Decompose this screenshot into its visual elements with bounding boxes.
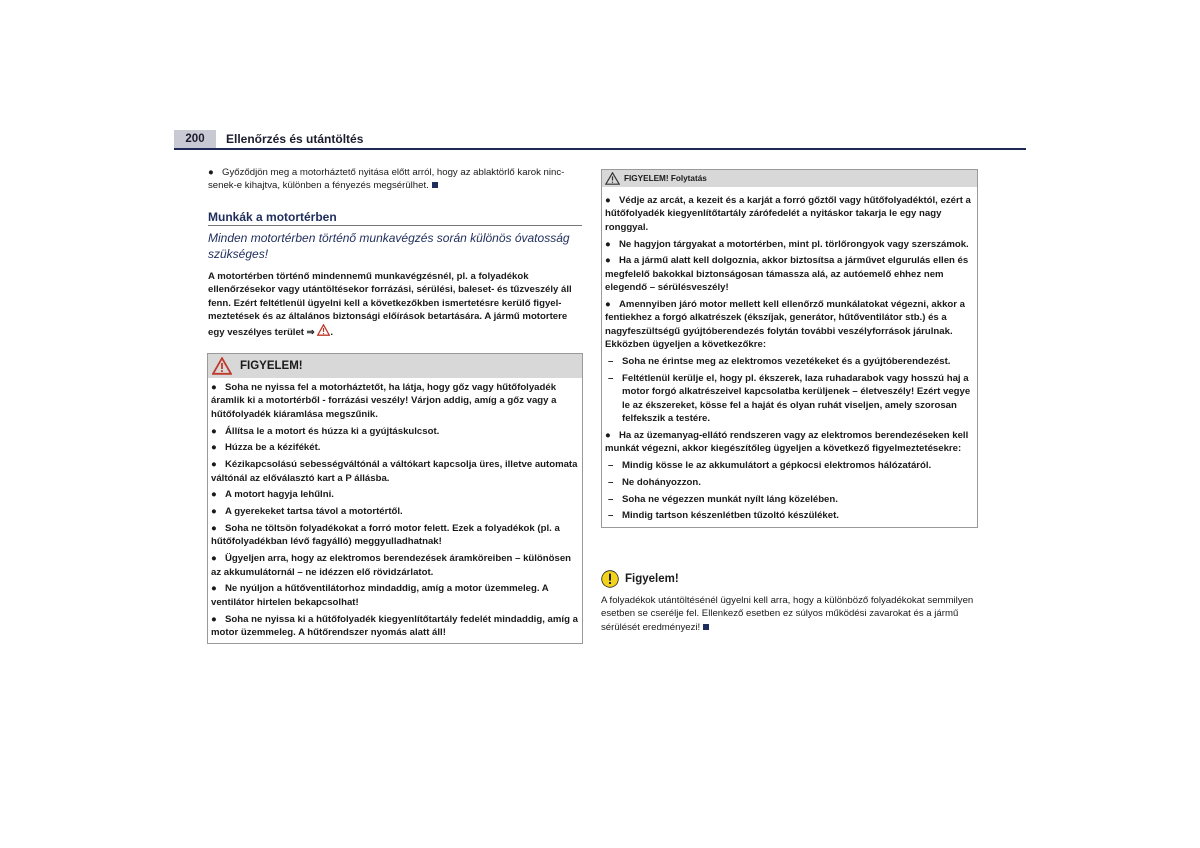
page-header-title: Ellenőrzés és utántöltés [226,132,364,146]
end-square-icon [432,182,438,188]
section-rule [208,225,582,226]
warning-box [207,353,583,644]
warning-item: ● Soha ne nyissa fel a motorháztetőt, ha látja, hogy gőz vagy hűtőfolyadék áramlik ki a motortérből - forrázási veszély! Várjon addig, amíg a gőz vagy a hűtőfolyadék kiáramlása megszűnik. [211,382,557,420]
warning-item: ● Kézikapcsolású sebességváltónál a váltókart kapcsolja üres, illetve automata váltónál az előválasztó kart a P állásba. [211,459,578,484]
warning-continued-title: FIGYELEM! Folytatás [624,174,707,183]
warning-subitem: – Feltétlenül kerülje el, hogy pl. ékszerek, laza ruhadarabok vagy hosszú haj a motor forgó alkatrészeivel kapcsolatba kerüljenek – életveszély! Ezért vegye le az ékszereket, kösse fel a haját és olyan ruhát viseljen, amely szorosan felfekszik a testére. [608,372,971,425]
caution-header [601,570,976,588]
bullet-icon: ● [211,382,217,393]
bullet-icon: ● [208,167,214,178]
dash-icon: – [608,510,614,522]
section-body-text: A motortérben történő mindennemű munkavégzésnél, pl. a folyadékok ellenőrzésekor vagy utántöltésekor forrázási, sérülési, baleset- és tűzveszély áll fenn. Ezért feltétlenül ügyelni kell a következőkben ismertetésre kerülő figyelmeztetések és az általános biztonsági előírások betartására. A jármű motortere egy veszélyes terület [208,271,572,338]
section-heading: Munkák a motortérben [208,210,337,224]
warning-item: ● Soha ne nyissa ki a hűtőfolyadék kiegyenlítőtartály fedelét mindaddig, amíg a motor üzemmeleg. A hűtőrendszer nyomás alatt áll! [211,613,578,639]
end-square-icon [703,624,709,630]
bullet-icon: ● [211,583,217,595]
warning-subitem: – Soha ne végezzen munkát nyílt láng közelében. [608,493,838,505]
bullet-icon: ● [605,195,611,206]
caution-body [601,594,976,634]
warning-triangle-icon [212,357,232,375]
page-number: 200 [174,130,216,148]
bullet-icon: ● [605,238,611,250]
bullet-icon: ● [211,506,217,518]
bullet-icon: ● [211,442,217,454]
warning-continued-body [602,187,977,527]
dash-icon: – [608,356,614,368]
warning-item: ● Soha ne töltsön folyadékokat a forró motor felett. Ezek a folyadékok (pl. a hűtőfolyadékban lévő fagyálló) meggyulladhatnak! [211,523,560,548]
bullet-icon: ● [211,489,217,501]
warning-item: ● Ne hagyjon tárgyakat a motortérben, mint pl. törlőrongyok vagy szerszámok. [605,238,969,250]
caution-note [601,570,976,634]
bullet-icon: ● [211,553,217,565]
warning-item: ● Ha az üzemanyag-ellátó rendszeren vagy az elektromos berendezéseken kell munkát végezni, akkor kiegészítőleg ügyeljen a következő figyelmeztetésekre: [605,429,969,455]
warning-subitem: – Mindig tartson készenlétben tűzoltó készüléket. [608,510,839,522]
bullet-icon: ● [605,299,611,311]
header-rule [174,148,1026,150]
caution-exclamation-icon [601,570,619,588]
dash-icon: – [608,493,614,505]
bullet-icon: ● [605,429,611,441]
bullet-icon: ● [211,613,217,625]
dash-icon: – [608,460,614,472]
warning-box-title: FIGYELEM! [240,360,303,372]
reference-arrow: ⇒ [306,326,315,338]
bullet-icon: ● [211,425,217,437]
section-body: A motortérben történő mindennemű munkavégzésnél, pl. a folyadékok ellenőrzésekor vagy utántöltésekor forrázási, sérülési, baleset- és tűzveszély áll fenn. Ezért feltétlenül ügyelni kell a következőkben ismertetésre kerülő figyelmeztetések és az általános biztonsági előírások betartására. A jármű motortere egy veszélyes terület ⇒ . [208,271,572,338]
bullet-icon: ● [211,523,217,534]
warning-item: ● Ha a jármű alatt kell dolgoznia, akkor biztosítsa a járművet elgurulás ellen és megfelelő bakokkal biztonságosan támassza alá, az autóemelő ehhez nem elegendő – sérülésveszély! [605,255,969,294]
warning-item: ● Védje az arcát, a kezeit és a karját a forró gőztől vagy hűtőfolyadéktól, ezért a hűtőfolyadék kiegyenlítőtartály zárófedelét a nyitáskor takarja le egy nagy ronggyal. [605,195,971,233]
warning-ref-icon[interactable] [317,324,330,336]
warning-subitem: – Ne dohányozzon. [608,476,701,488]
warning-triangle-icon [605,172,620,185]
warning-item: ● Amennyiben járó motor mellett kell ellenőrző munkálatokat végezni, akkor a fentiekhez a forgó alkatrészek (ékszíjak, generátor, hűtőventilátor stb.) és a nagyfeszültségű gyújtóberendezés folytán további veszélyforrások járulnak. Ekközben ügyeljen a következőkre: [605,299,966,351]
warning-item: ● Ügyeljen arra, hogy az elektromos berendezések áramköreiben – különösen az akkumulátornál – ne idézzen elő rövidzárlatot. [211,553,572,578]
section-subtitle: Minden motortérben történő munkavégzés során különös óvatosság szükséges! [208,231,570,261]
warning-item: ● Ne nyúljon a hűtőventilátorhoz mindaddig, amíg a motor üzemmeleg. A ventilátor hirtelen bekapcsolhat! [211,583,549,608]
warning-item: ● Húzza be a kézifékét. [211,442,321,454]
dash-icon: – [608,476,614,488]
warning-continued-box [601,169,978,528]
warning-box-header [208,354,582,378]
bullet-icon: ● [211,459,217,471]
caution-body-text: A folyadékok utántöltésénél ügyelni kell arra, hogy a különböző folyadékokat semmilyen esetben se cserélje fel. Ellenkező esetben ez súlyos működési zavarokat és a jármű sérülését eredményezi! [601,595,974,633]
warning-subitem: – Mindig kösse le az akkumulátort a gépkocsi elektromos hálózatáról. [608,460,932,472]
dash-icon: – [608,372,614,384]
bullet-icon: ● [605,255,611,267]
caution-title: Figyelem! [625,573,679,585]
intro-bullet [208,166,580,193]
warning-item: ● A motort hagyja lehűlni. [211,489,334,501]
warning-item: ● A gyerekeket tartsa távol a motortértől. [211,506,403,518]
warning-continued-header [602,170,977,187]
warning-item: ● Állítsa le a motort és húzza ki a gyújtáskulcsot. [211,425,440,437]
intro-bullet-text: Győződjön meg a motorháztető nyitása előtt arról, hogy az ablaktörlő karok nincsenek-e kihajtva, különben a fényezés megsérülhet. [208,167,565,192]
warning-subitem: – Soha ne érintse meg az elektromos vezetékeket és a gyújtóberendezést. [608,356,951,368]
warning-box-body [208,378,582,643]
